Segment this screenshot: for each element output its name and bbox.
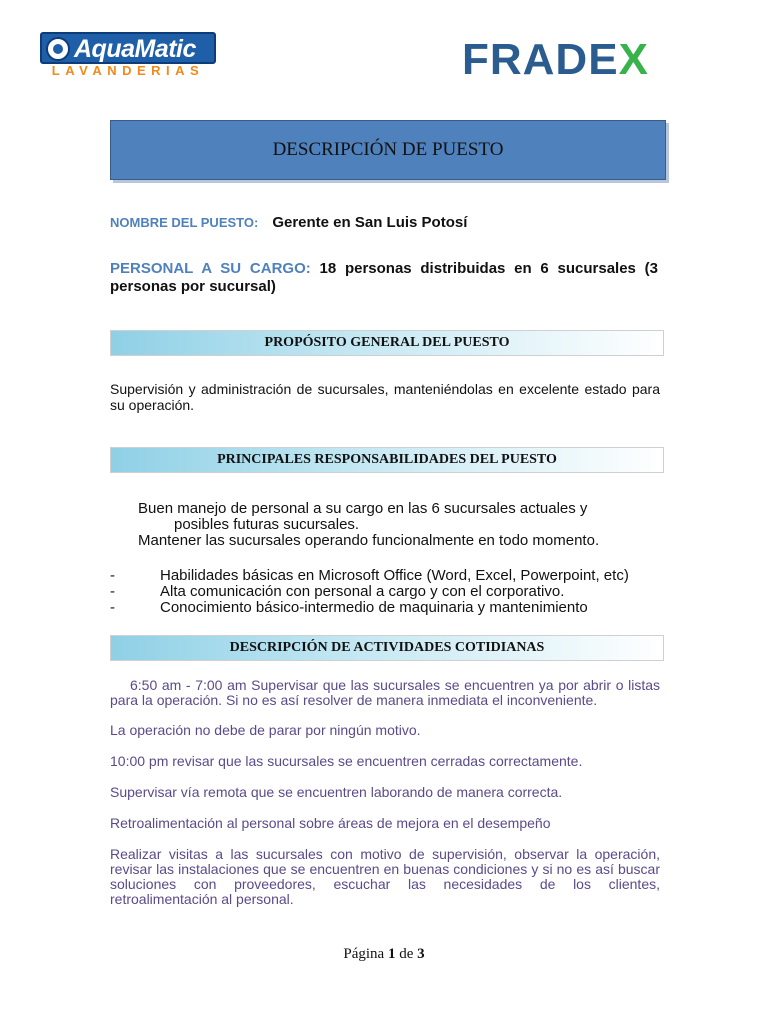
aquamatic-logo-subtitle: LAVANDERIAS	[51, 63, 205, 78]
staff-field	[110, 260, 658, 296]
activity-item: 10:00 pm revisar que las sucursales se encuentren cerradas correctamente.	[110, 753, 583, 769]
purpose-section-title: PROPÓSITO GENERAL DEL PUESTO	[264, 335, 510, 350]
fradex-logo	[462, 36, 649, 84]
responsibilities-text	[138, 501, 658, 549]
aquamatic-logo	[40, 32, 216, 80]
bullet-marker: -	[110, 599, 115, 616]
page-footer	[0, 946, 768, 963]
activities-section-header	[110, 635, 664, 661]
staff-value: 18 personas distribuidas en 6 sucursales (3 personas por sucursal)	[110, 260, 658, 295]
activity-item: 6:50 am - 7:00 am Supervisar que las sucursales se encuentren ya por abrir o listas para la operación. Si no es así resolver de manera inmediata el inconveniente.	[110, 677, 660, 708]
activity-item: Retroalimentación al personal sobre áreas de mejora en el desempeño	[110, 815, 551, 831]
responsibilities-section-title: PRINCIPALES RESPONSABILIDADES DEL PUESTO	[217, 452, 557, 467]
activities-section-title: DESCRIPCIÓN DE ACTIVIDADES COTIDIANAS	[229, 640, 545, 655]
position-value: Gerente en San Luis Potosí	[272, 214, 468, 231]
washer-emblem-icon	[46, 37, 70, 61]
page-of: de	[399, 946, 414, 962]
skills-list	[110, 568, 670, 616]
purpose-section-header	[110, 330, 664, 356]
activity-item: La operación no debe de parar por ningún motivo.	[110, 722, 421, 738]
activity-item: Realizar visitas a las sucursales con motivo de supervisión, observar la operación, revisar las instalaciones que se encuentren en buenas condiciones y si no es así buscar soluciones con proveedores, escuchar las necesidades de los clientes, retroalimentación al personal.	[110, 846, 660, 907]
list-item-text: Conocimiento básico-intermedio de maquinaria y mantenimiento	[160, 599, 588, 616]
position-label: NOMBRE DEL PUESTO:	[110, 215, 259, 230]
purpose-text: Supervisión y administración de sucursales, manteniéndolas en excelente estado para su operación.	[110, 381, 660, 413]
bullet-marker: -	[110, 583, 115, 600]
aquamatic-logo-name: AquaMatic	[74, 35, 196, 63]
responsibilities-section-header	[110, 447, 664, 473]
responsibility-line-continuation: posibles futuras sucursales.	[174, 516, 360, 533]
responsibility-line: Mantener las sucursales operando funcionalmente en todo momento.	[138, 532, 600, 549]
fradex-logo-x: X	[618, 35, 649, 84]
page-word: Página	[343, 946, 385, 962]
aquamatic-logo-badge	[40, 32, 216, 64]
document-title-box	[110, 120, 666, 180]
page-total: 3	[417, 946, 425, 962]
document-title: DESCRIPCIÓN DE PUESTO	[272, 139, 504, 160]
list-item-text: Alta comunicación con personal a cargo y con el corporativo.	[160, 583, 565, 600]
activity-item: Supervisar vía remota que se encuentren laborando de manera correcta.	[110, 784, 563, 800]
staff-label: PERSONAL A SU CARGO:	[110, 260, 311, 277]
list-item	[110, 600, 670, 616]
list-item	[110, 584, 670, 600]
list-item	[110, 568, 670, 584]
position-field	[110, 214, 467, 231]
list-item-text: Habilidades básicas en Microsoft Office (Word, Excel, Powerpoint, etc)	[160, 567, 629, 584]
responsibility-line: Buen manejo de personal a su cargo en las 6 sucursales actuales y	[138, 500, 588, 517]
bullet-marker: -	[110, 567, 115, 584]
page-current: 1	[387, 946, 396, 962]
fradex-logo-main: FRADE	[462, 35, 619, 84]
